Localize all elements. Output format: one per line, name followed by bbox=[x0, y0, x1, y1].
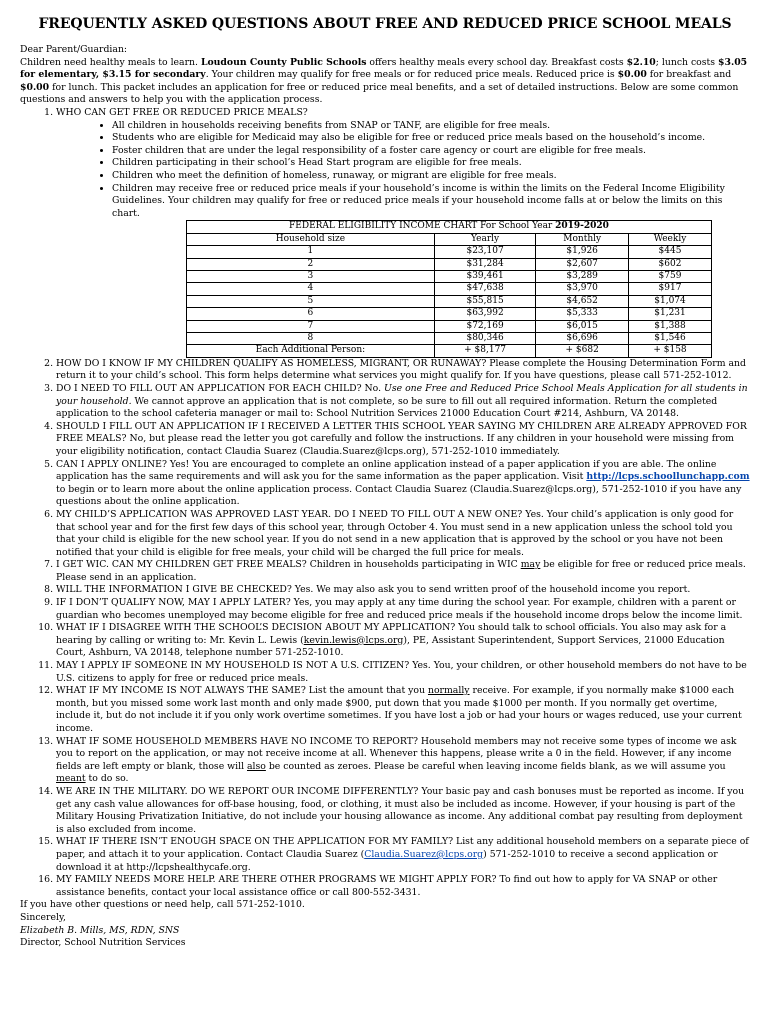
table-cell: 5 bbox=[187, 295, 435, 307]
faq-item-2: 2. HOW DO I KNOW IF MY CHILDREN QUALIFY AS HOMELESS, MIGRANT, OR RUNAWAY? Please complete the Housing Determination Form and return it to your child’s school. This form helps determine what services you might qualify for. If you have questions, please call 571-252-1012. bbox=[56, 358, 750, 383]
faq-item-1 bbox=[56, 107, 750, 358]
table-cell: $4,652 bbox=[536, 295, 629, 307]
bullet-item: • Children who meet the definition of homeless, runaway, or migrant are eligible for free meals. bbox=[112, 170, 750, 183]
table-cell: $5,333 bbox=[536, 308, 629, 320]
table-cell: $2,607 bbox=[536, 258, 629, 270]
table-row bbox=[187, 270, 712, 282]
table-cell: $3,970 bbox=[536, 283, 629, 295]
reduced-lunch-price: $0.00 bbox=[20, 81, 50, 93]
faq-item-15 bbox=[56, 836, 750, 874]
faq-item-6: 6. MY CHILD’S APPLICATION WAS APPROVED LAST YEAR. DO I NEED TO FILL OUT A NEW ONE? Yes. Your child’s application is only good for that school year and for the first few days of this school year, through October 4. You must send in a new application unless the school told you that your child is eligible for the new school year. If you do not send in a new application that is approved by the school or you have not been notified that your child is eligible for free meals, your child will be charged the full price for meals. bbox=[56, 509, 750, 559]
sign-off: Sincerely, bbox=[20, 911, 66, 923]
table-cell: $6,015 bbox=[536, 320, 629, 332]
table-cell: $72,169 bbox=[434, 320, 536, 332]
closing-block bbox=[20, 899, 750, 949]
faq-text: receive. For example, if you normally make $1000 each month, but you missed some work last month and only made $900, put down that you made $1000 per month. If you normally get overtime, include it, but do not include it if you only work overtime sometimes. If you have lost a job or had your hours or wages reduced, use your current income. bbox=[56, 685, 742, 734]
faq-text: WHAT IF MY INCOME IS NOT ALWAYS THE SAME? List the amount that you bbox=[56, 685, 428, 697]
table-cell: $63,992 bbox=[434, 308, 536, 320]
hearing-email-link[interactable]: kevin.lewis@lcps.org bbox=[303, 634, 404, 646]
table-year: 2019-2020 bbox=[555, 221, 609, 232]
table-cell: $1,231 bbox=[629, 308, 712, 320]
table-row bbox=[187, 246, 712, 258]
faq-text: ), PE, Assistant Superintendent, Support Services, 21000 Education Court, Ashburn, VA 20148, telephone number 571-252-1010. bbox=[56, 634, 725, 659]
bullet-item: • All children in households receiving benefits from SNAP or TANF, are eligible for free meals. bbox=[112, 120, 750, 133]
table-cell: $602 bbox=[629, 258, 712, 270]
faq-text: be eligible for free or reduced price meals. Please send in an application. bbox=[56, 559, 746, 583]
faq-text-underlined: also bbox=[247, 760, 266, 772]
faq-text: WHAT IF I DISAGREE WITH THE SCHOOL’S DECISION ABOUT MY APPLICATION? You should talk to school officials. You also may ask for a hearing by calling or writing to: Mr. Kevin L. Lewis ( bbox=[56, 622, 727, 646]
bullet-item: • Students who are eligible for Medicaid may also be eligible for free or reduced price meals based on the household’s income. bbox=[112, 132, 750, 145]
intro-org: Loudoun County Public Schools bbox=[200, 56, 367, 68]
faq-item-5 bbox=[56, 459, 750, 509]
faq-text-underlined: meant bbox=[56, 773, 86, 785]
table-caption bbox=[187, 221, 712, 233]
table-cell: 1 bbox=[187, 246, 435, 258]
faq-item-3 bbox=[56, 383, 750, 421]
salutation: Dear Parent/Guardian: bbox=[20, 44, 128, 55]
faq-item-16: 16. MY FAMILY NEEDS MORE HELP. ARE THERE OTHER PROGRAMS WE MIGHT APPLY FOR? To find out how to apply for VA SNAP or other assistance benefits, contact your local assistance office or call 800-552-3431. bbox=[56, 874, 750, 899]
table-cell: $1,388 bbox=[629, 320, 712, 332]
faq-question: WHO CAN GET FREE OR REDUCED PRICE MEALS? bbox=[56, 106, 308, 118]
faq-text: WHAT IF THERE ISN’T ENOUGH SPACE ON THE APPLICATION FOR MY FAMILY? List any additional household members on a separate piece of paper, and attach it to your application. Contact Claudia Suarez ( bbox=[56, 836, 749, 860]
table-row bbox=[187, 295, 712, 307]
faq-text: CAN I APPLY ONLINE? Yes! You are encouraged to complete an online application instead of a paper application if you are able. The online application has the same requirements and will ask you for the same information as the paper application. Visit bbox=[56, 458, 717, 483]
table-cell: $1,546 bbox=[629, 332, 712, 344]
table-cell: $759 bbox=[629, 270, 712, 282]
intro-text: offers healthy meals every school day. Breakfast costs bbox=[366, 56, 627, 68]
table-cell: 6 bbox=[187, 308, 435, 320]
document-body bbox=[20, 44, 750, 950]
breakfast-price: $2.10 bbox=[626, 56, 656, 68]
faq-item-4: 4. SHOULD I FILL OUT AN APPLICATION IF I RECEIVED A LETTER THIS SCHOOL YEAR SAYING MY CHILDREN ARE ALREADY APPROVED FOR FREE MEALS? No, but please read the letter you got carefully and follow the instructions. If any children in your household were missing from your eligibility notification, contact Claudia Suarez (Claudia.Suarez@lcps.org), 571-252-1010 immediately. bbox=[56, 421, 750, 459]
faq-text-underlined: may bbox=[520, 559, 541, 571]
faq-text: DO I NEED TO FILL OUT AN APPLICATION FOR EACH CHILD? No. bbox=[56, 382, 385, 394]
faq-item-11: 11. MAY I APPLY IF SOMEONE IN MY HOUSEHOLD IS NOT A U.S. CITIZEN? Yes. You, your children, or other household members do not have to be U.S. citizens to apply for free or reduced price meals. bbox=[56, 660, 750, 685]
table-row bbox=[187, 308, 712, 320]
table-cell: $55,815 bbox=[434, 295, 536, 307]
table-cell: $31,284 bbox=[434, 258, 536, 270]
table-cell: $445 bbox=[629, 246, 712, 258]
signer-role: Director, School Nutrition Services bbox=[20, 937, 186, 949]
faq-item-10 bbox=[56, 622, 750, 660]
table-row bbox=[187, 345, 712, 357]
faq-text: be counted as zeroes. Please be careful when leaving income fields blank, as we will assume you bbox=[265, 760, 726, 772]
income-chart-table bbox=[186, 220, 712, 357]
signer-name: Elizabeth B. Mills, MS, RDN, SNS bbox=[20, 924, 180, 936]
online-application-link[interactable]: http://lcps.schoollunchapp.com bbox=[586, 471, 750, 483]
table-cell: + $158 bbox=[629, 345, 712, 357]
faq-item-14: 14. WE ARE IN THE MILITARY. DO WE REPORT OUR INCOME DIFFERENTLY? Your basic pay and cash bonuses must be reported as income. If you get any cash value allowances for off-base housing, food, or clothing, it must also be included as income. However, if your housing is part of the Military Housing Privatization Initiative, do not include your housing allowance as income. Any additional combat pay resulting from deployment is also excluded from income. bbox=[56, 786, 750, 836]
table-header: Household size bbox=[187, 233, 435, 245]
table-cell: $23,107 bbox=[434, 246, 536, 258]
faq-text: WHAT IF SOME HOUSEHOLD MEMBERS HAVE NO INCOME TO REPORT? Household members may not receive some types of income we ask you to report on the application, or may not receive income at all. Whenever this happens, please write a 0 in the field. However, if any income fields are left empty or blank, those will bbox=[56, 735, 737, 772]
table-header: Yearly bbox=[434, 233, 536, 245]
faq-item-9: 9. IF I DON’T QUALIFY NOW, MAY I APPLY LATER? Yes, you may apply at any time during the school year. For example, children with a parent or guardian who becomes unemployed may become eligible for free and reduced price meals if the household income drops below the income limit. bbox=[56, 597, 750, 622]
bullet-item: • Children participating in their school’s Head Start program are eligible for free meals. bbox=[112, 157, 750, 170]
faq-text: We cannot approve an application that is not complete, so be sure to fill out all required information. Return the completed application to the school cafeteria manager or mail to: School Nutrition Services 21000 Education Court #214, Ashburn, VA 20148. bbox=[56, 395, 718, 420]
document-title: FREQUENTLY ASKED QUESTIONS ABOUT FREE AND REDUCED PRICE SCHOOL MEALS bbox=[38, 16, 732, 32]
faq-text-italic: Use one Free and Reduced Price School Meals Application for all students in your household. bbox=[56, 382, 748, 407]
table-cell: $917 bbox=[629, 283, 712, 295]
faq-list bbox=[20, 107, 750, 899]
intro-text: ; lunch costs bbox=[655, 56, 719, 68]
intro-paragraph bbox=[20, 57, 750, 107]
intro-text: for lunch. This packet includes an application for free or reduced price meal benefits, and a set of detailed instructions. Below are some common questions and answers to help you with the application process. bbox=[20, 81, 739, 106]
closing-line: If you have other questions or need help, call 571-252-1010. bbox=[20, 899, 305, 911]
faq-item-7 bbox=[56, 559, 750, 584]
table-cell: $47,638 bbox=[434, 283, 536, 295]
table-caption-text: FEDERAL ELIGIBILITY INCOME CHART For School Year bbox=[289, 221, 556, 232]
faq-document bbox=[20, 14, 750, 950]
faq-text: I GET WIC. CAN MY CHILDREN GET FREE MEALS? Children in households participating in WIC bbox=[56, 559, 521, 571]
bullet-item: • Children may receive free or reduced price meals if your household’s income is within the limits on the Federal Income Eligibility Guidelines. Your children may qualify for free or reduced price meals if your household income falls at or below the limits on this chart. bbox=[112, 183, 750, 221]
faq-text: ) 571-252-1010 to receive a second application or download it at http://lcpshealthycafe.org. bbox=[56, 848, 718, 873]
table-cell: $3,289 bbox=[536, 270, 629, 282]
table-cell: $1,074 bbox=[629, 295, 712, 307]
table-header: Monthly bbox=[536, 233, 629, 245]
table-cell: $6,696 bbox=[536, 332, 629, 344]
faq-item-13 bbox=[56, 736, 750, 786]
eligibility-bullets bbox=[56, 120, 750, 221]
intro-text: for breakfast and bbox=[646, 69, 732, 81]
faq-text: to begin or to learn more about the online application process. Contact Claudia Suarez (Claudia.Suarez@lcps.org), 571-252-1010 if you have any questions about the online application. bbox=[56, 483, 742, 508]
table-cell: 4 bbox=[187, 283, 435, 295]
table-row bbox=[187, 258, 712, 270]
table-cell: 3 bbox=[187, 270, 435, 282]
table-cell: + $8,177 bbox=[434, 345, 536, 357]
intro-text: . Your children may qualify for free meals or for reduced price meals. Reduced price is bbox=[205, 69, 618, 81]
table-cell: $1,926 bbox=[536, 246, 629, 258]
table-cell: 2 bbox=[187, 258, 435, 270]
table-row bbox=[187, 332, 712, 344]
faq-item-8: 8. WILL THE INFORMATION I GIVE BE CHECKED? Yes. We may also ask you to send written proof of the household income you report. bbox=[56, 584, 750, 597]
table-row bbox=[187, 320, 712, 332]
table-cell: 8 bbox=[187, 332, 435, 344]
table-cell: $39,461 bbox=[434, 270, 536, 282]
faq-item-12 bbox=[56, 685, 750, 735]
table-cell: 7 bbox=[187, 320, 435, 332]
reduced-breakfast-price: $0.00 bbox=[617, 69, 647, 81]
intro-text: Children need healthy meals to learn. bbox=[20, 56, 201, 68]
lunch-price: $3.05 for elementary, $3.15 for secondary bbox=[20, 56, 748, 81]
table-cell: Each Additional Person: bbox=[187, 345, 435, 357]
bullet-item: • Foster children that are under the legal responsibility of a foster care agency or court are eligible for free meals. bbox=[112, 145, 750, 158]
faq-text-underlined: normally bbox=[427, 685, 470, 697]
table-cell: $80,346 bbox=[434, 332, 536, 344]
contact-email-link[interactable]: Claudia.Suarez@lcps.org bbox=[364, 848, 484, 860]
table-header-row bbox=[187, 233, 712, 245]
table-header: Weekly bbox=[629, 233, 712, 245]
faq-text: to do so. bbox=[85, 773, 129, 785]
table-cell: + $682 bbox=[536, 345, 629, 357]
table-row bbox=[187, 283, 712, 295]
